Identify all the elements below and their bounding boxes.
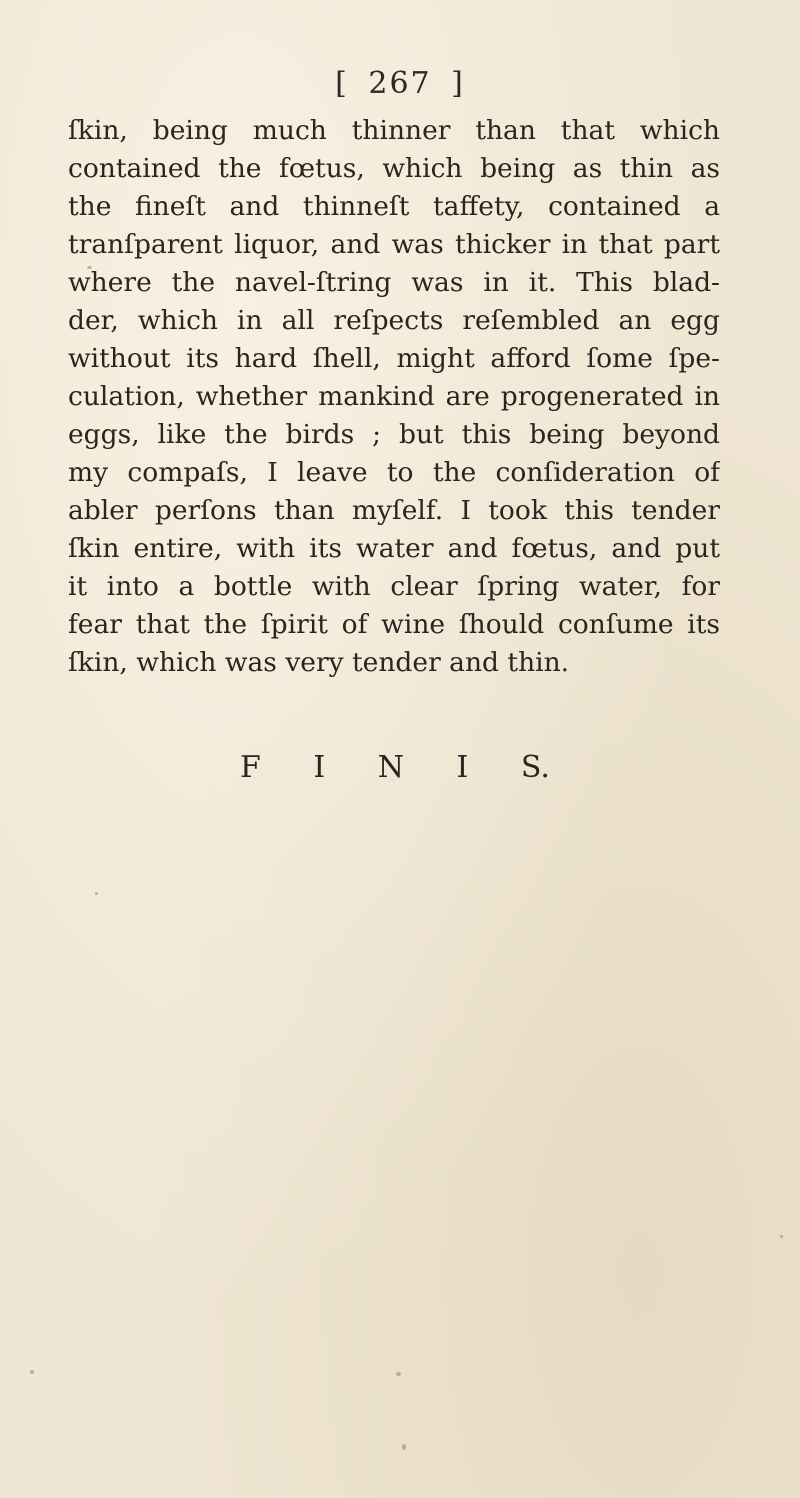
body-text <box>68 112 720 682</box>
paper-speck <box>402 1444 406 1450</box>
page-number-value: 267 <box>368 66 432 101</box>
text-line: tranſparent liquor, and was thicker in that part <box>68 229 720 260</box>
text-line: the fineſt and thinneſt taffety, contained a <box>68 191 720 222</box>
finis-letter: I <box>313 750 326 785</box>
paper-speck <box>95 892 98 895</box>
text-line: ſkin, which was very tender and thin. <box>68 647 570 678</box>
text-line: ſkin entire, with its water and fœtus, and put <box>68 533 720 564</box>
text-line: der, which in all reſpects reſembled an egg <box>68 305 720 336</box>
text-line: culation, whether mankind are progenerated in <box>68 381 720 412</box>
paper-speck <box>87 266 92 269</box>
page-number-open-bracket: [ <box>335 66 349 101</box>
text-line: my compaſs, I leave to the conſideration of <box>68 457 720 488</box>
finis-letter: N <box>377 750 404 785</box>
text-line: abler perſons than myſelf. I took this tender <box>68 495 720 526</box>
page-number-close-bracket: ] <box>451 66 465 101</box>
finis-letter: I <box>456 750 469 785</box>
paper-speck <box>30 1370 34 1374</box>
text-line: it into a bottle with clear ſpring water, for <box>68 571 720 602</box>
text-line: contained the fœtus, which being as thin as <box>68 153 720 184</box>
text-line: ſkin, being much thinner than that which <box>68 115 720 146</box>
text-line: eggs, like the birds ; but this being beyond <box>68 419 720 450</box>
text-line: without its hard ſhell, might afford ſome ſpe- <box>68 343 720 374</box>
finis-letter: S. <box>520 750 550 785</box>
text-line: fear that the ſpirit of wine ſhould conſume its <box>68 609 720 640</box>
page-number <box>0 66 800 101</box>
paper-speck <box>396 1372 401 1376</box>
finis-heading <box>240 748 550 788</box>
text-line: where the navel-ſtring was in it. This blad- <box>68 267 720 298</box>
paper-speck <box>780 1235 783 1238</box>
finis-letter: F <box>240 750 261 785</box>
